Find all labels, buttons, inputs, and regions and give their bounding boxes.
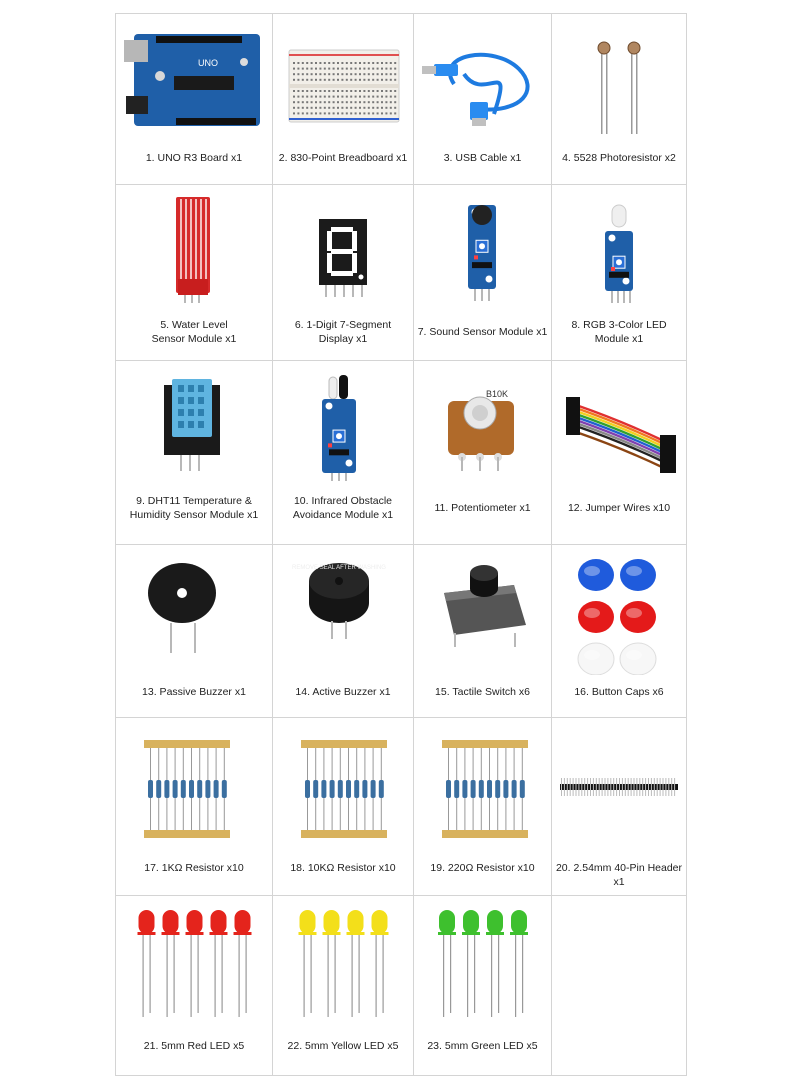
component-label: 12. Jumper Wires x10 — [567, 502, 671, 514]
component-label: 20. 2.54mm 40-Pin Header x1 — [555, 862, 683, 888]
component-cell — [413, 184, 552, 361]
component-label: 19. 220Ω Resistor x10 — [430, 862, 535, 874]
component-cell — [115, 13, 273, 185]
component-label: 7. Sound Sensor Module x1 — [417, 326, 548, 338]
component-cell — [551, 360, 687, 545]
svg-text:B10K: B10K — [486, 389, 509, 399]
component-label: 21. 5mm Red LED x5 — [143, 1040, 245, 1052]
component-label: 2. 830-Point Breadboard x1 — [278, 152, 408, 164]
component-cell — [551, 13, 687, 185]
component-cell — [272, 544, 414, 718]
component-label: 6. 1-Digit 7-Segment Display x1 — [294, 319, 392, 345]
component-label: 18. 10KΩ Resistor x10 — [290, 862, 396, 874]
component-label: 13. Passive Buzzer x1 — [142, 686, 246, 698]
component-cell — [413, 717, 552, 896]
component-label: 11. Potentiometer x1 — [434, 502, 531, 514]
component-cell — [115, 360, 273, 545]
component-cell — [413, 544, 552, 718]
component-label: 1. UNO R3 Board x1 — [145, 152, 243, 164]
component-label: 14. Active Buzzer x1 — [295, 686, 391, 698]
component-cell — [115, 544, 273, 718]
component-cell — [272, 13, 414, 185]
component-grid — [115, 13, 686, 1075]
svg-text:UNO: UNO — [198, 58, 218, 68]
component-label: 3. USB Cable x1 — [443, 152, 522, 164]
component-label: 8. RGB 3-Color LED Module x1 — [571, 319, 667, 345]
component-cell — [413, 895, 552, 1076]
component-cell — [115, 895, 273, 1076]
component-cell — [551, 717, 687, 896]
component-cell — [115, 184, 273, 361]
component-cell — [413, 360, 552, 545]
empty-cell — [551, 895, 687, 1076]
component-cell — [272, 895, 414, 1076]
component-cell — [272, 717, 414, 896]
svg-text:REMOVE SEAL AFTER WASHING: REMOVE SEAL AFTER WASHING — [292, 565, 386, 571]
component-label: 23. 5mm Green LED x5 — [427, 1040, 538, 1052]
component-label: 16. Button Caps x6 — [574, 686, 664, 698]
component-label: 9. DHT11 Temperature & Humidity Sensor Module x1 — [129, 495, 259, 521]
component-cell — [272, 360, 414, 545]
component-cell — [551, 544, 687, 718]
component-label: 15. Tactile Switch x6 — [435, 686, 530, 698]
component-label: 4. 5528 Photoresistor x2 — [562, 152, 676, 164]
component-cell — [551, 184, 687, 361]
component-cell — [413, 13, 552, 185]
component-label: 17. 1KΩ Resistor x10 — [144, 862, 244, 874]
component-label: 10. Infrared Obstacle Avoidance Module x1 — [292, 495, 394, 521]
component-label: 22. 5mm Yellow LED x5 — [287, 1040, 399, 1052]
component-cell — [115, 717, 273, 896]
component-label: 5. Water Level Sensor Module x1 — [151, 319, 237, 345]
component-cell — [272, 184, 414, 361]
